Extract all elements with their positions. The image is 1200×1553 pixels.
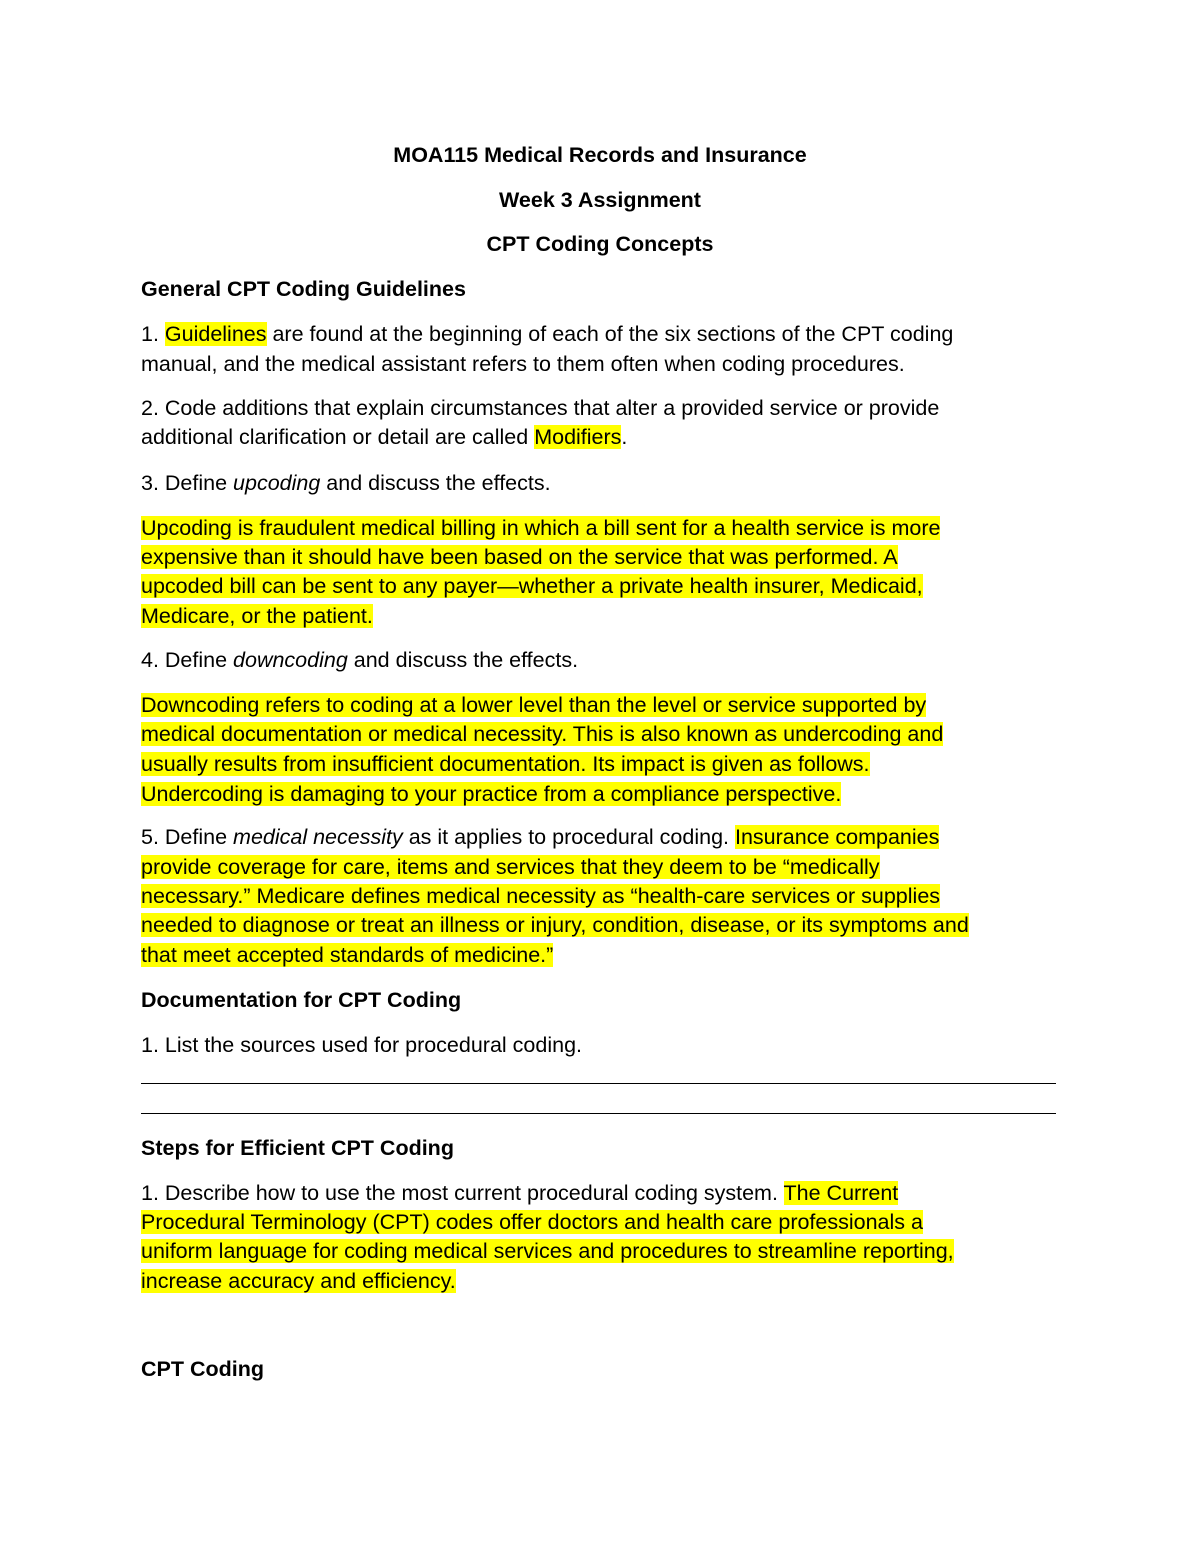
answer-5-text: needed to diagnose or treat an illness or injury, condition, disease, or its symptoms and	[141, 913, 969, 937]
term-upcoding: upcoding	[233, 471, 321, 495]
answer-5-text: Insurance companies	[734, 825, 940, 849]
topic-title: CPT Coding Concepts	[486, 232, 714, 256]
answer-4-text: Downcoding refers to coding at a lower level than the level or service supported by	[141, 693, 927, 717]
assignment-title: Week 3 Assignment	[499, 188, 701, 212]
answer-3-text: upcoded bill can be sent to any payer—whether a private health insurer, Medicaid,	[141, 574, 923, 598]
steps-answer-1-line-3	[141, 1237, 954, 1266]
answer-5-text: necessary.” Medicare defines medical necessity as “health-care services or supplies	[141, 884, 941, 908]
steps-answer-1-text: increase accuracy and efficiency.	[141, 1269, 456, 1293]
answer-4-text: medical documentation or medical necessity. This is also known as undercoding and	[141, 722, 944, 746]
question-3	[141, 469, 551, 498]
question-4	[141, 646, 578, 675]
answer-4-line-2	[141, 720, 943, 749]
answer-3-line-3	[141, 572, 923, 601]
answer-modifiers: Modifiers	[534, 425, 622, 449]
documentation-question-1: 1. List the sources used for procedural coding.	[141, 1033, 583, 1057]
term-downcoding: downcoding	[233, 648, 348, 672]
question-2-line-1: 2. Code additions that explain circumstances that alter a provided service or provide	[141, 396, 940, 420]
question-3-post: and discuss the effects.	[320, 471, 551, 495]
question-1-text: are found at the beginning of each of the six sections of the CPT coding	[266, 322, 954, 346]
answer-4-text: usually results from insufficient documentation. Its impact is given as follows.	[141, 752, 870, 776]
question-1-line-1	[141, 320, 953, 349]
question-2-line-2	[141, 423, 627, 452]
answer-4-text: Undercoding is damaging to your practice from a compliance perspective.	[141, 782, 842, 806]
term-medical-necessity: medical necessity	[233, 825, 403, 849]
question-3-pre: 3. Define	[141, 471, 234, 495]
answer-5-line-5	[141, 941, 553, 970]
steps-answer-1-line-4	[141, 1267, 456, 1296]
section-heading-general-guidelines: General CPT Coding Guidelines	[141, 277, 466, 301]
answer-5-line-4	[141, 911, 969, 940]
answer-guidelines: Guidelines	[164, 322, 267, 346]
steps-question-1-text: 1. Describe how to use the most current procedural coding system.	[141, 1181, 784, 1205]
question-5-pre: 5. Define	[141, 825, 234, 849]
answer-5-line-3	[141, 882, 940, 911]
question-4-post: and discuss the effects.	[347, 648, 579, 672]
steps-answer-1-line-2	[141, 1208, 923, 1237]
answer-blank-line-2	[141, 1113, 1056, 1114]
question-5-post: as it applies to procedural coding.	[402, 825, 735, 849]
steps-answer-1-text: The Current	[783, 1181, 899, 1205]
answer-4-line-4	[141, 780, 841, 809]
question-2-text: additional clarification or detail are called	[141, 425, 535, 449]
question-1-number: 1.	[141, 322, 165, 346]
question-2-period: .	[621, 425, 628, 449]
answer-3-text: Medicare, or the patient.	[141, 604, 373, 628]
answer-4-line-3	[141, 750, 870, 779]
answer-3-line-2	[141, 543, 898, 572]
section-heading-cpt-coding: CPT Coding	[141, 1357, 265, 1381]
answer-3-line-4	[141, 602, 373, 631]
answer-3-line-1	[141, 514, 940, 543]
steps-answer-1-text: Procedural Terminology (CPT) codes offer doctors and health care professionals a	[141, 1210, 923, 1234]
section-heading-documentation: Documentation for CPT Coding	[141, 988, 462, 1012]
answer-5-text: that meet accepted standards of medicine.”	[141, 943, 554, 967]
steps-question-1	[141, 1179, 898, 1208]
answer-5-text: provide coverage for care, items and services that they deem to be “medically	[141, 855, 880, 879]
course-title: MOA115 Medical Records and Insurance	[393, 143, 807, 167]
answer-3-text: Upcoding is fraudulent medical billing in which a bill sent for a health service is more	[141, 516, 941, 540]
answer-4-line-1	[141, 691, 926, 720]
question-1-line-2: manual, and the medical assistant refers to them often when coding procedures.	[141, 352, 905, 376]
section-heading-efficient-coding: Steps for Efficient CPT Coding	[141, 1136, 454, 1160]
question-4-pre: 4. Define	[141, 648, 234, 672]
answer-blank-line-1	[141, 1083, 1056, 1084]
steps-answer-1-text: uniform language for coding medical services and procedures to streamline reporting,	[141, 1239, 954, 1263]
question-5	[141, 823, 939, 852]
answer-3-text: expensive than it should have been based on the service that was performed. A	[141, 545, 898, 569]
answer-5-line-2	[141, 853, 880, 882]
